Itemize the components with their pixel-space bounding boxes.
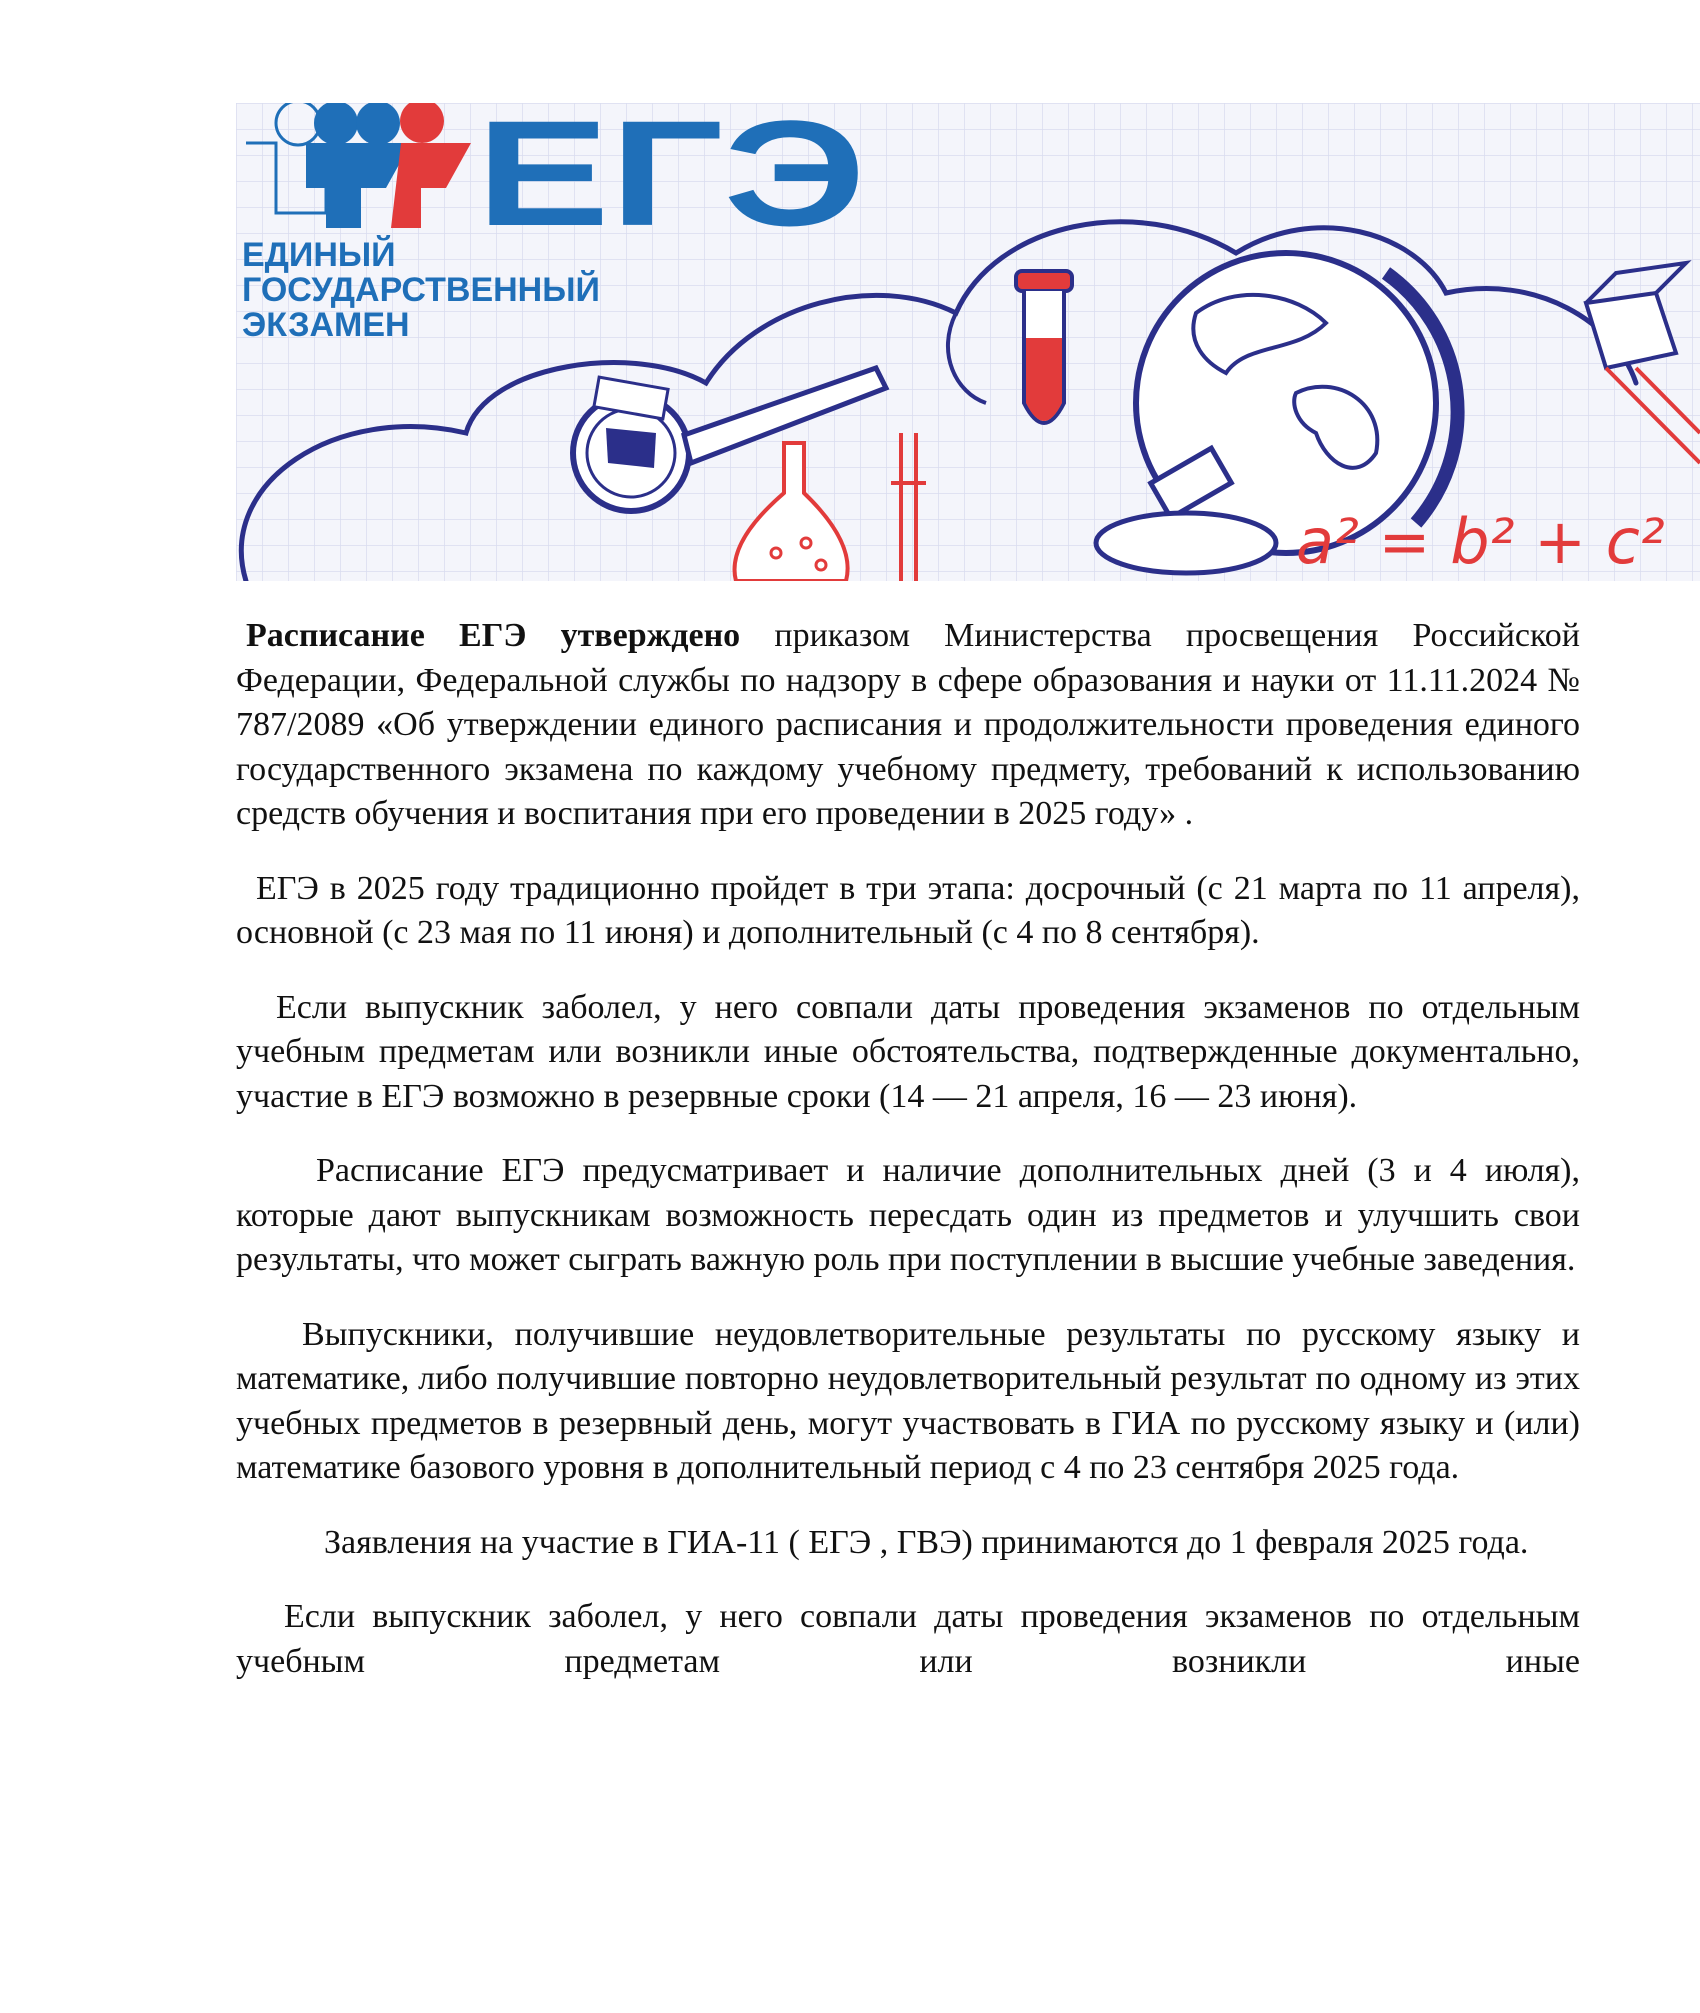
paragraph-1-text: приказом Министерства просвещения Российской Федерации, Федеральной службы по надзору в сфере образования и науки от 11.11.2024 № 787/2089 «Об утверждении единого расписания и продолжительности проведения единого государственного экзамена по каждому учебному предмету, требований к использованию средств обучения и воспитания при его проведении в 2025 году» . — [236, 617, 1581, 832]
paragraph-6: Заявления на участие в ГИА-11 ( ЕГЭ , ГВЭ) принимаются до 1 февраля 2025 года. — [324, 1523, 1529, 1561]
paragraph-7: Если выпускник заболел, у него совпали даты проведения экзаменов по отдельным учебным предметам или возникли иные — [236, 1598, 1580, 1680]
paragraph-1 — [236, 614, 1580, 837]
formula-text: a² = b² + c² — [1296, 505, 1665, 578]
paragraph-5: Выпускники, получившие неудовлетворительные результаты по русскому языку и математике, либо получившие повторно неудовлетворительный результат по одному из этих учебных предметов в резервный день, могут участвовать в ГИА по русскому языку и (или) математике базового уровня в дополнительный период с 4 по 23 сентября 2025 года. — [236, 1315, 1580, 1486]
logo-subtitle-line-1: ЕДИНЫЙ — [242, 236, 396, 274]
logo-subtitle-line-3: ЭКЗАМЕН — [242, 306, 410, 344]
paragraph-4: Расписание ЕГЭ предусматривает и наличие дополнительных дней (3 и 4 июля), которые дают выпускникам возможность пересдать один из предметов и улучшить свои результаты, что может сыграть важную роль при поступлении в высшие учебные заведения. — [236, 1152, 1580, 1278]
logo-subtitle-line-2: ГОСУДАРСТВЕННЫЙ — [242, 271, 600, 309]
document-body — [236, 614, 1580, 1714]
logo-text: ЕГЭ — [476, 103, 866, 257]
paragraph-2: ЕГЭ в 2025 году традиционно пройдет в три этапа: досрочный (с 21 марта по 11 апреля), основной (с 23 мая по 11 июня) и дополнительный (с 4 по 8 сентября). — [236, 869, 1580, 951]
test-tube-icon — [1016, 271, 1072, 423]
paragraph-3: Если выпускник заболел, у него совпали даты проведения экзаменов по отдельным учебным предметам или возникли иные обстоятельства, подтвержденные документально, участие в ЕГЭ возможно в резервные сроки (14 — 21 апреля, 16 — 23 июня). — [236, 988, 1580, 1115]
ege-banner — [236, 103, 1700, 581]
paragraph-1-lead: Расписание ЕГЭ утверждено — [246, 617, 741, 654]
